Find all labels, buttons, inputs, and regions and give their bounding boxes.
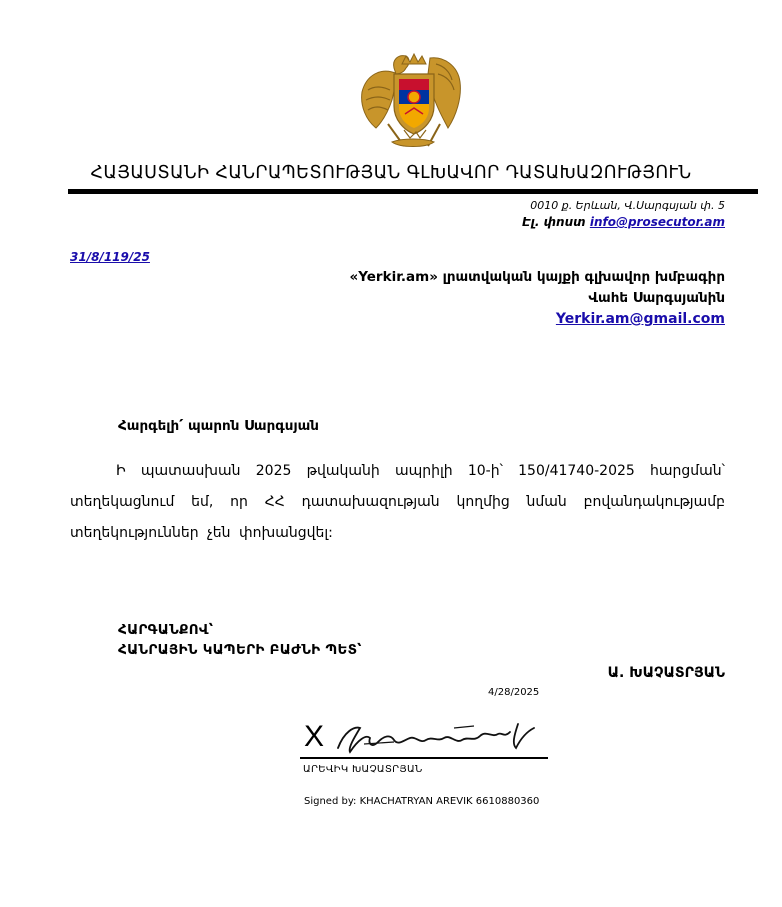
- reference-number: 31/8/119/25: [70, 250, 150, 264]
- signer-position: ՀԱՆՐԱՅԻՆ ԿԱՊԵՐԻ ԲԱԺՆԻ ՊԵՏ՝: [118, 642, 362, 658]
- header-divider: [68, 189, 758, 194]
- signature-line: [300, 757, 548, 759]
- coat-of-arms-icon: [358, 52, 468, 156]
- office-email-link[interactable]: info@prosecutor.am: [589, 215, 725, 229]
- recipient-name: Վահե Սարգսյանին: [588, 290, 725, 306]
- signature-x-mark: X: [304, 720, 325, 753]
- recipient-position: «Yerkir.am» լրատվական կայքի գլխավոր խմբագիր: [349, 269, 725, 285]
- signer-name: Ա. ԽԱՉԱՏՐՅԱՆ: [607, 665, 725, 681]
- office-address: 0010 ք. Երևան, Վ.Սարգսյան փ. 5: [530, 199, 725, 212]
- signature-date: 4/28/2025: [488, 687, 540, 698]
- signature-caption: ԱՐԵՎԻԿ ԽԱՉԱՏՐՅԱՆ: [303, 764, 423, 775]
- office-title: ՀԱՅԱՍՏԱՆԻ ՀԱՆՐԱՊԵՏՈՒԹՅԱՆ ԳԼԽԱՎՈՐ ԴԱՏԱԽԱԶՈՒԹՅՈՒՆ: [90, 163, 692, 183]
- signed-by-text: Signed by: KHACHATRYAN AREVIK 6610880360: [304, 796, 540, 807]
- handwritten-signature-icon: [334, 718, 544, 760]
- office-email-line: [522, 215, 725, 229]
- letter-body: Ի պատասխան 2025 թվականի ապրիլի 10-ի՝ 150/41740-2025 հարցման՝ տեղեկացնում եմ, որ ՀՀ դատախազության կողմից նման բովանդակությամբ տեղեկություններ չեն փոխանցվել:: [70, 463, 725, 541]
- closing-respectfully: ՀԱՐԳԱՆՔՈՎ՝: [118, 622, 214, 638]
- recipient-email-link[interactable]: Yerkir.am@gmail.com: [555, 311, 725, 327]
- email-label: Էլ. փոստ: [522, 215, 586, 229]
- salutation: Հարգելի՛ պարոն Սարգսյան: [118, 418, 319, 434]
